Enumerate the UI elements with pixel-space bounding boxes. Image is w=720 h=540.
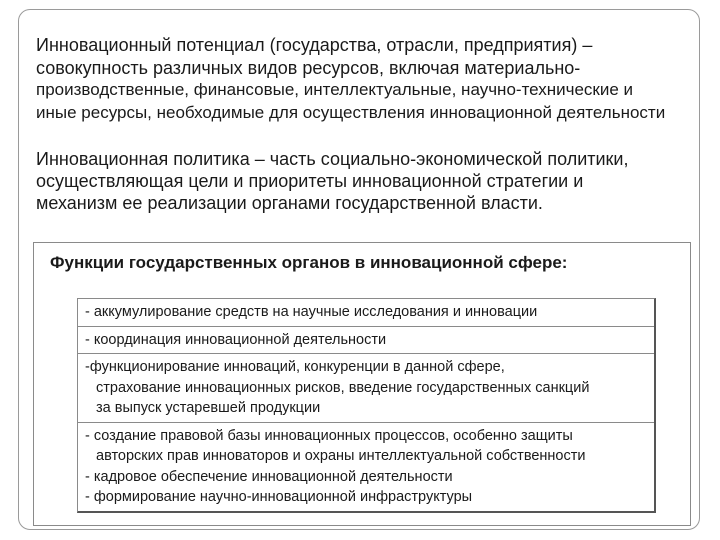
list-item-line: - создание правовой базы инновационных процессов, особенно защиты — [85, 427, 573, 444]
policy-line: Инновационная политика – часть социально-экономической политики, — [36, 149, 629, 169]
definition-line: производственные, финансовые, интеллектуальные, научно-технические и — [36, 80, 634, 99]
innovation-policy-definition — [36, 148, 629, 214]
functions-title: Функции государственных органов в инновационной сфере: — [50, 253, 568, 272]
list-item-line: - кадровое обеспечение инновационной деятельности — [85, 468, 453, 485]
list-item — [78, 423, 654, 511]
list-item — [78, 327, 654, 355]
list-item-line: авторских прав инноваторов и охраны интеллектуальной собственности — [96, 448, 586, 464]
list-item-line: - формирование научно-инновационной инфраструктуры — [85, 489, 473, 505]
definition-line: совокупность различных видов ресурсов, включая материально- — [36, 57, 581, 78]
functions-list — [77, 298, 656, 513]
innovation-potential-definition — [36, 34, 665, 124]
definition-line: иные ресурсы, необходимые для осуществления инновационной деятельности — [36, 102, 666, 122]
list-item — [78, 299, 654, 327]
definition-line: Инновационный потенциал (государства, отрасли, предприятия) – — [36, 35, 593, 55]
list-item-line: - аккумулирование средств на научные исследования и инновации — [85, 304, 538, 320]
list-item-line: страхование инновационных рисков, введение государственных санкций — [96, 379, 590, 396]
list-item-line: - координация инновационной деятельности — [85, 331, 387, 348]
list-item-line: за выпуск устаревшей продукции — [96, 400, 321, 416]
policy-line: осуществляющая цели и приоритеты инновационной стратегии и — [36, 171, 584, 191]
list-item — [78, 354, 654, 423]
policy-line: механизм ее реализации органами государственной власти. — [36, 193, 543, 213]
list-item-line: -функционирование инноваций, конкуренции в данной сфере, — [85, 359, 505, 375]
